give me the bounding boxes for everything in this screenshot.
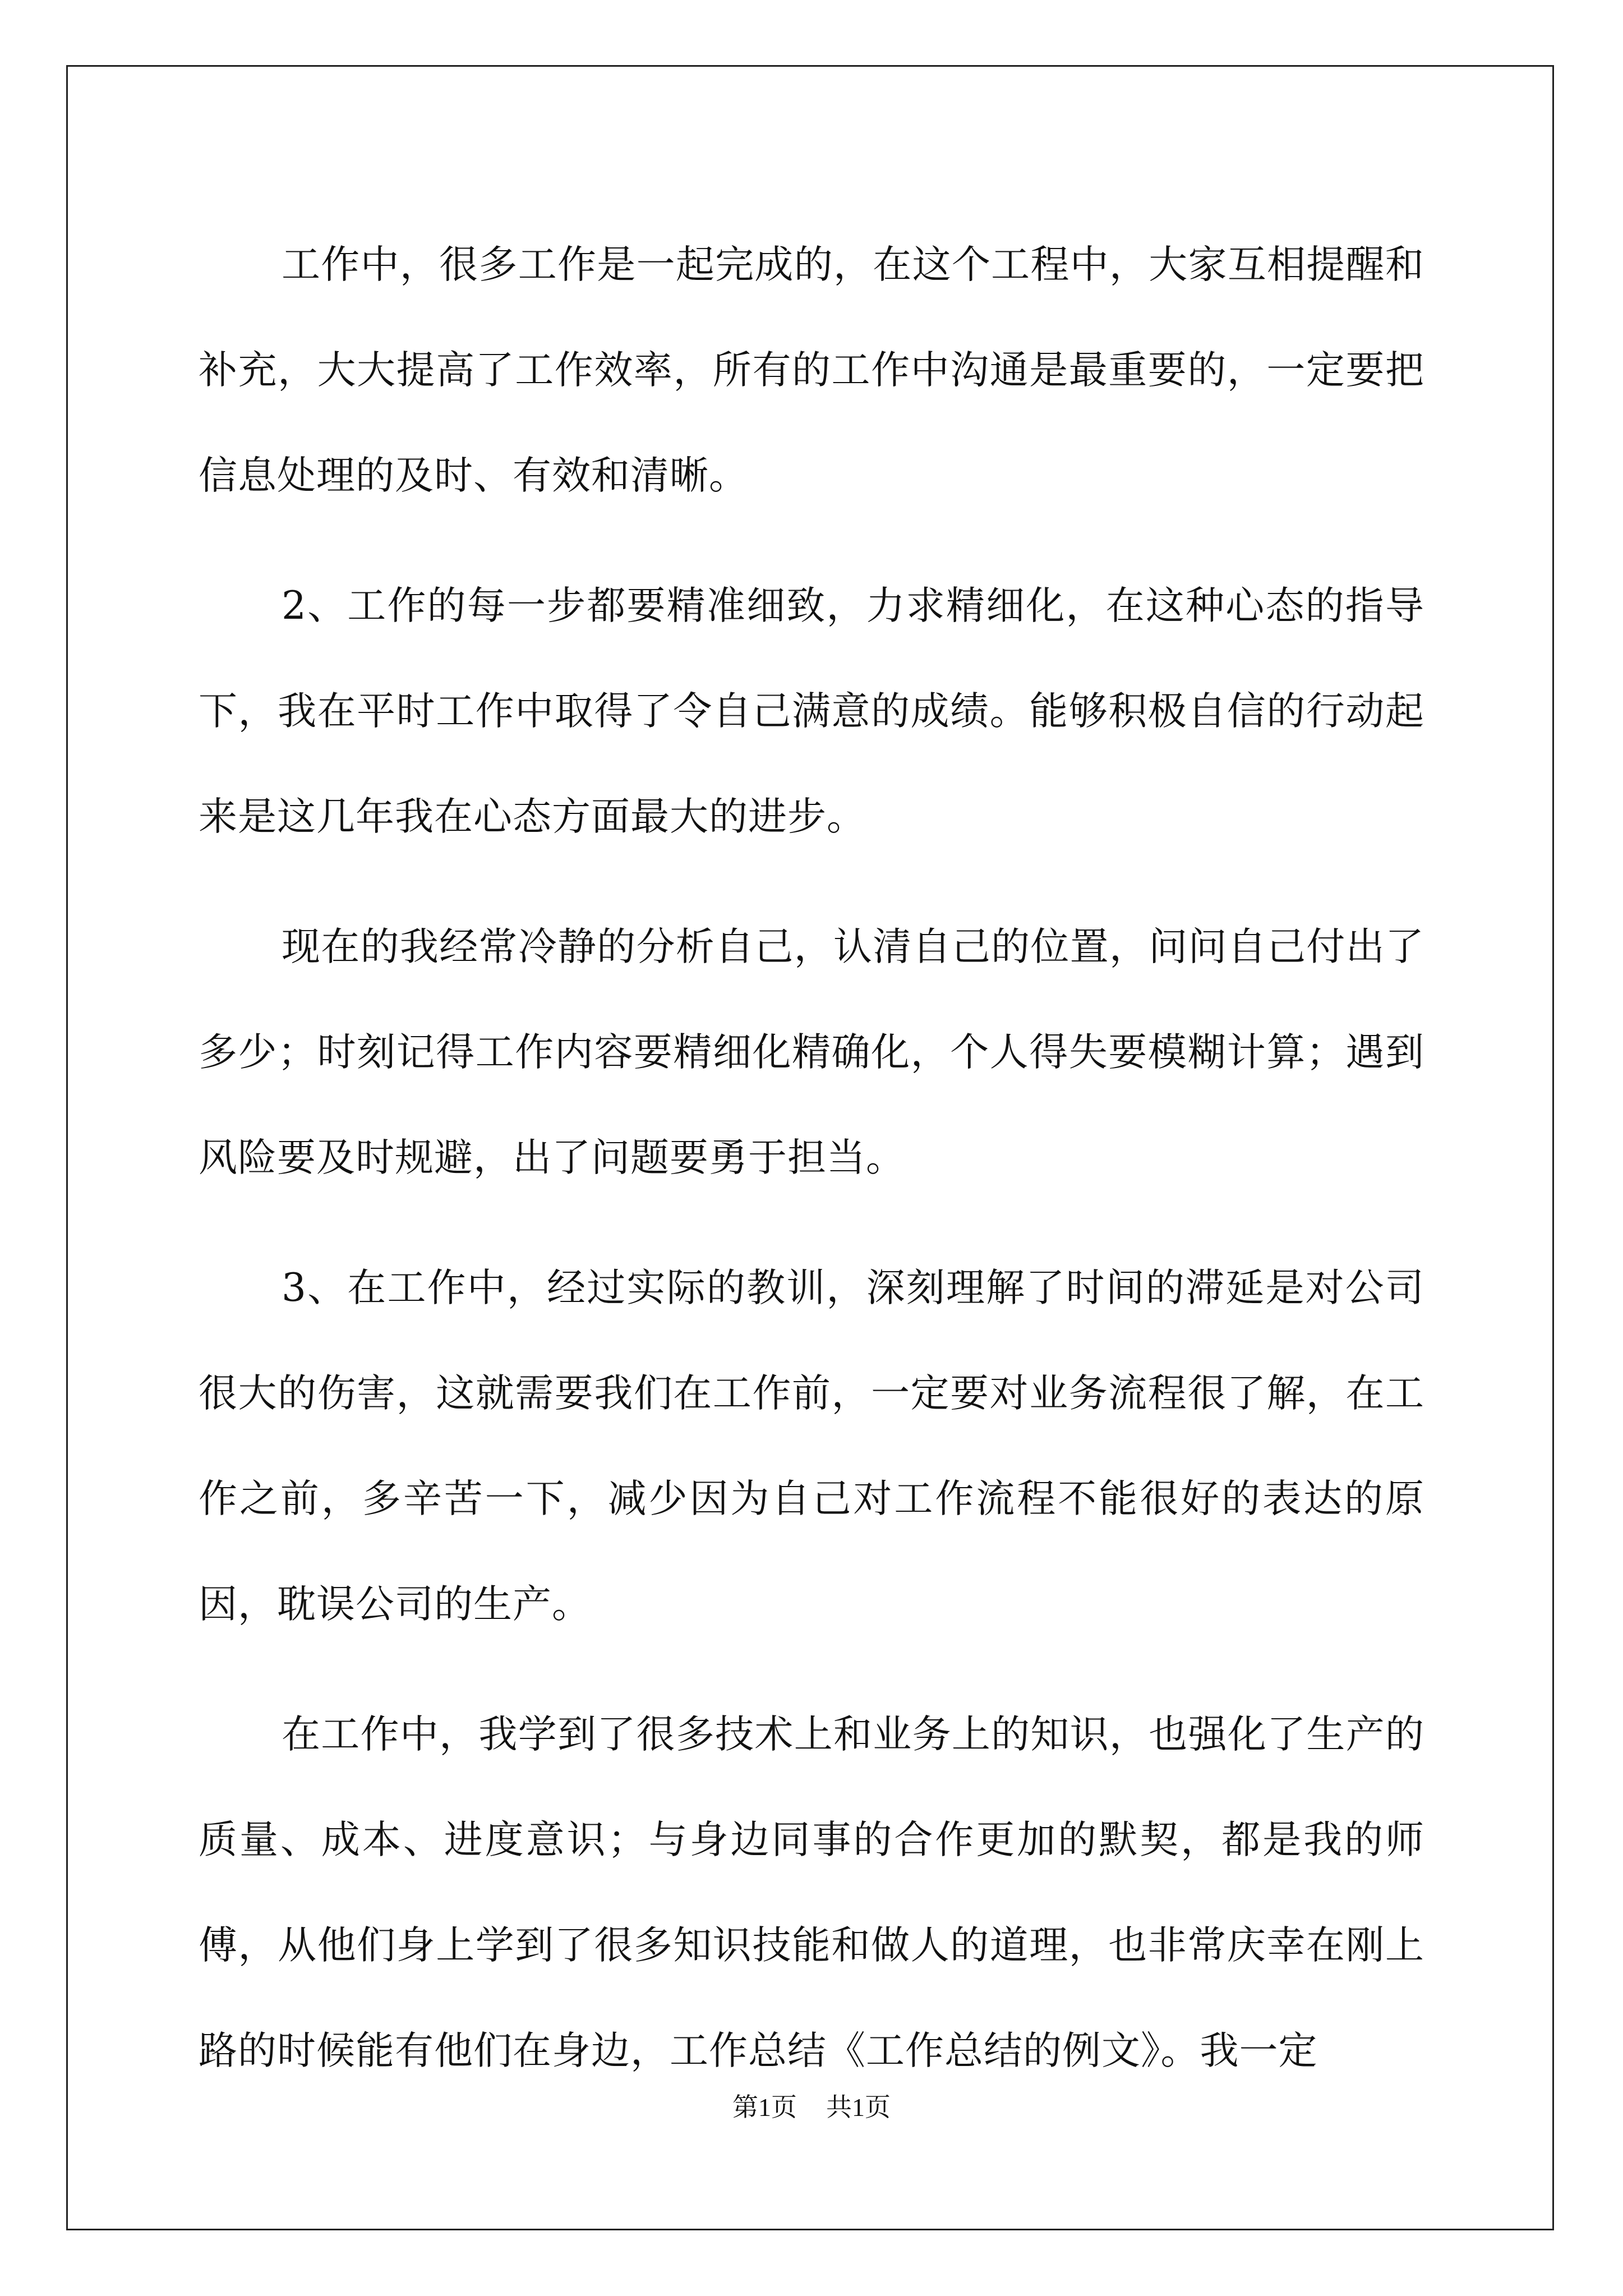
page-number: 第1页 [732, 2093, 797, 2122]
paragraph: 2、工作的每一步都要精准细致，力求精细化，在这种心态的指导下，我在平时工作中取得了令自己满意的成绩。能够积极自信的行动起来是这几年我在心态方面最大的进步。 [199, 583, 1424, 839]
page-footer [0, 2091, 1623, 2124]
document-body [199, 212, 1424, 2104]
paragraph: 现在的我经常冷静的分析自己，认清自己的位置，问问自己付出了多少；时刻记得工作内容要精细化精确化，个人得失要模糊计算；遇到风险要及时规避，出了问题要勇于担当。 [199, 924, 1424, 1180]
paragraph: 工作中，很多工作是一起完成的，在这个工程中，大家互相提醒和补充，大大提高了工作效率，所有的工作中沟通是最重要的，一定要把信息处理的及时、有效和清晰。 [199, 242, 1424, 498]
paragraph: 3、在工作中，经过实际的教训，深刻理解了时间的滞延是对公司很大的伤害，这就需要我们在工作前，一定要对业务流程很了解，在工作之前，多辛苦一下，减少因为自己对工作流程不能很好的表达的原因，耽误公司的生产。 [199, 1266, 1424, 1627]
paragraph: 在工作中，我学到了很多技术上和业务上的知识，也强化了生产的质量、成本、进度意识；与身边同事的合作更加的默契，都是我的师傅，从他们身上学到了很多知识技能和做人的道理，也非常庆幸在刚上路的时候能有他们在身边，工作总结《工作总结的例文》。我一定 [199, 1712, 1424, 2073]
page-total: 共1页 [826, 2093, 891, 2122]
